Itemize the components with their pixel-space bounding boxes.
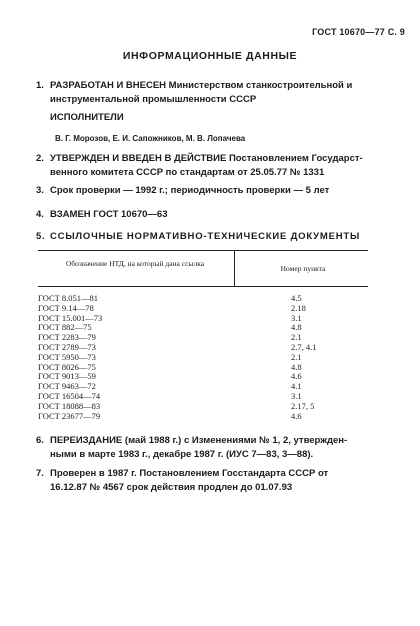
table-cell-document: ГОСТ 882—75 (38, 322, 92, 333)
table-row (38, 412, 368, 422)
item-1-line-2: инструментальной промышленности СССР (50, 94, 257, 105)
table-header-border (38, 286, 368, 287)
executors-heading: ИСПОЛНИТЕЛИ (50, 112, 124, 123)
table-cell-document: ГОСТ 2789—73 (38, 341, 96, 352)
item-5-number: 5. (36, 231, 46, 242)
item-3 (36, 184, 386, 198)
item-6-number: 6. (36, 435, 44, 446)
item-2-line-2: венного комитета СССР по стандартам от 25.05.77 № 1331 (50, 167, 325, 178)
item-2-line-1: УТВЕРЖДЕН И ВВЕДЕН В ДЕЙСТВИЕ Постановлением Государст- (50, 153, 363, 164)
table-cell-point: 2.17, 5 (291, 400, 315, 411)
item-1-line-1: РАЗРАБОТАН И ВНЕСЕН Министерством станкостроительной и (50, 80, 353, 91)
page-header: ГОСТ 10670—77 С. 9 (312, 27, 405, 37)
table-cell-point: 4.1 (291, 381, 302, 392)
table-column-divider (234, 250, 235, 286)
item-3-number: 3. (36, 185, 44, 196)
table-cell-document: ГОСТ 9.14—78 (38, 302, 94, 313)
table-cell-point: 3.1 (291, 390, 302, 401)
table-cell-document: ГОСТ 15.001—73 (38, 312, 103, 323)
table-cell-document: ГОСТ 5950—73 (38, 351, 96, 362)
table-cell-document: ГОСТ 9463—72 (38, 381, 96, 392)
table-cell-point: 3.1 (291, 312, 302, 323)
table-cell-document: ГОСТ 8026—75 (38, 361, 96, 372)
table-body (38, 294, 368, 421)
item-6 (36, 434, 386, 462)
table-header-document: Обозначение НТД, на который дана ссылка (65, 259, 205, 268)
item-6-line-1: ПЕРЕИЗДАНИЕ (май 1988 г.) с Изменениями № 1, 2, утвержден- (50, 435, 348, 446)
table-cell-document: ГОСТ 9013—59 (38, 371, 96, 382)
table-cell-point: 4.6 (291, 371, 302, 382)
table-cell-point: 2.18 (291, 302, 306, 313)
item-5 (36, 230, 386, 244)
item-7-line-2: 16.12.87 № 4567 срок действия продлен до 01.07.93 (50, 482, 293, 493)
executors-list: В. Г. Морозов, Е. И. Сапожников, М. В. Лопачева (55, 134, 246, 143)
item-4-number: 4. (36, 209, 44, 220)
item-1-number: 1. (36, 80, 44, 91)
item-6-line-2: ными в марте 1983 г., декабре 1987 г. (ИУС 7—83, 3—88). (50, 449, 314, 460)
item-5-text: ССЫЛОЧНЫЕ НОРМАТИВНО-ТЕХНИЧЕСКИЕ ДОКУМЕНТЫ (50, 231, 361, 242)
item-7-line-1: Проверен в 1987 г. Постановлением Госстандарта СССР от (50, 468, 329, 479)
item-3-text: Срок проверки — 1992 г.; периодичность проверки — 5 лет (50, 185, 330, 196)
item-4 (36, 208, 386, 222)
table-cell-document: ГОСТ 23677—79 (38, 410, 101, 421)
table-cell-point: 2.1 (291, 332, 302, 343)
item-7-number: 7. (36, 468, 44, 479)
table-cell-document: ГОСТ 8.051—81 (38, 293, 99, 303)
table-cell-point: 4.8 (291, 322, 302, 333)
table-cell-point: 2.1 (291, 351, 302, 362)
item-7 (36, 467, 386, 495)
page-title: ИНФОРМАЦИОННЫЕ ДАННЫЕ (122, 50, 298, 62)
table-cell-point: 4.6 (291, 410, 302, 421)
item-2 (36, 152, 386, 180)
table-header-point: Номер пункта (280, 264, 326, 273)
item-4-text: ВЗАМЕН ГОСТ 10670—63 (50, 209, 168, 220)
table-cell-document: ГОСТ 2283—79 (38, 332, 96, 343)
item-1 (36, 79, 386, 107)
table-cell-document: ГОСТ 18088—83 (38, 400, 101, 411)
table-top-border (38, 250, 368, 251)
table-cell-point: 2.7, 4.1 (291, 341, 317, 352)
table-cell-point: 4.5 (291, 293, 302, 303)
table-cell-document: ГОСТ 16504—74 (38, 390, 101, 401)
item-2-number: 2. (36, 153, 44, 164)
table-cell-point: 4.8 (291, 361, 302, 372)
